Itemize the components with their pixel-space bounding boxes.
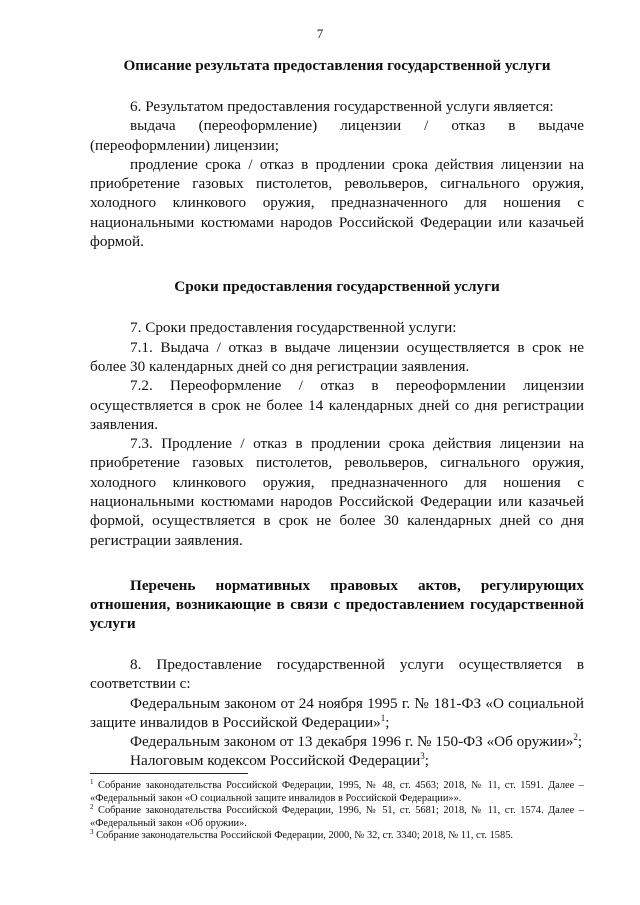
paragraph: выдача (переоформление) лицензии / отказ в выдаче (переоформлении) лицензии;: [90, 117, 584, 154]
footnote: $^1$ Собрание законодательства Российской Федерации, 1995, № 48, ст. 4563; 2018, № 11, ст. 1591. Далее – «Федеральный закон «О социальной защите инвалидов в Российской Федерации»».: [90, 778, 584, 804]
section-heading-result: Описание результата предоставления государственной услуги: [123, 57, 551, 74]
footnote: $^2$ Собрание законодательства Российской Федерации, 1996, № 51, ст. 5681; 2018, № 11, ст. 1574. Далее – «Федеральный закон «Об оружии».: [90, 803, 584, 829]
paragraph: Налоговым кодексом Российской Федерации$^3$;: [130, 751, 430, 770]
footnote-divider: [90, 773, 248, 774]
paragraph: продление срока / отказ в продлении срока действия лицензии на приобретение газовых пистолетов, револьверов, сигнального оружия, холодного клинкового оружия, предназначенного для ношения с национальными костюмами народов Российской Федерации или казачьей формой.: [90, 155, 584, 251]
footnote-ref: 3: [420, 751, 425, 762]
paragraph: 7.2. Переоформление / отказ в переоформлении лицензии осуществляется в срок не более 14 календарных дней со дня регистрации заявления.: [90, 377, 584, 433]
footnotes: [90, 780, 584, 843]
paragraph: 8. Предоставление государственной услуги осуществляется в соответствии с:: [90, 655, 584, 693]
paragraph: 7.3. Продление / отказ в продлении срока действия лицензии на приобретение газовых пистолетов, револьверов, сигнального оружия, холодного клинкового оружия, предназначенного для ношения с национальными костюмами народов Российской Федерации или казачьей формой, осуществляется в срок не более 30 календарных дней со дня регистрации заявления.: [90, 435, 584, 549]
footnote-ref: 1: [380, 712, 386, 723]
paragraph: 7. Сроки предоставления государственной услуги:: [130, 319, 457, 337]
paragraph: 7.1. Выдача / отказ в выдаче лицензии осуществляется в срок не более 30 календарных дней со дня регистрации заявления.: [90, 338, 584, 375]
paragraph: 6. Результатом предоставления государственной услуги является:: [130, 98, 554, 115]
footnote-ref: 2: [573, 732, 578, 743]
section-heading-regulations: Перечень нормативных правовых актов, регулирующих отношения, возникающие в связи с предоставлением государственной услуги: [90, 576, 584, 632]
page-body: [90, 56, 584, 771]
footnote: $^3$ Собрание законодательства Российской Федерации, 2000, № 32, ст. 3340; 2018, № 11, ст. 1585.: [90, 828, 513, 842]
paragraph: Федеральным законом от 13 декабря 1996 г. № 150-ФЗ «Об оружии»$^2$;: [130, 732, 583, 751]
section-heading-terms: Сроки предоставления государственной услуги: [174, 278, 500, 296]
paragraph: Федеральным законом от 24 ноября 1995 г. № 181-ФЗ «О социальной защите инвалидов в Российской Федерации»$^1$;: [90, 694, 584, 731]
page-number: 7: [316, 26, 324, 41]
